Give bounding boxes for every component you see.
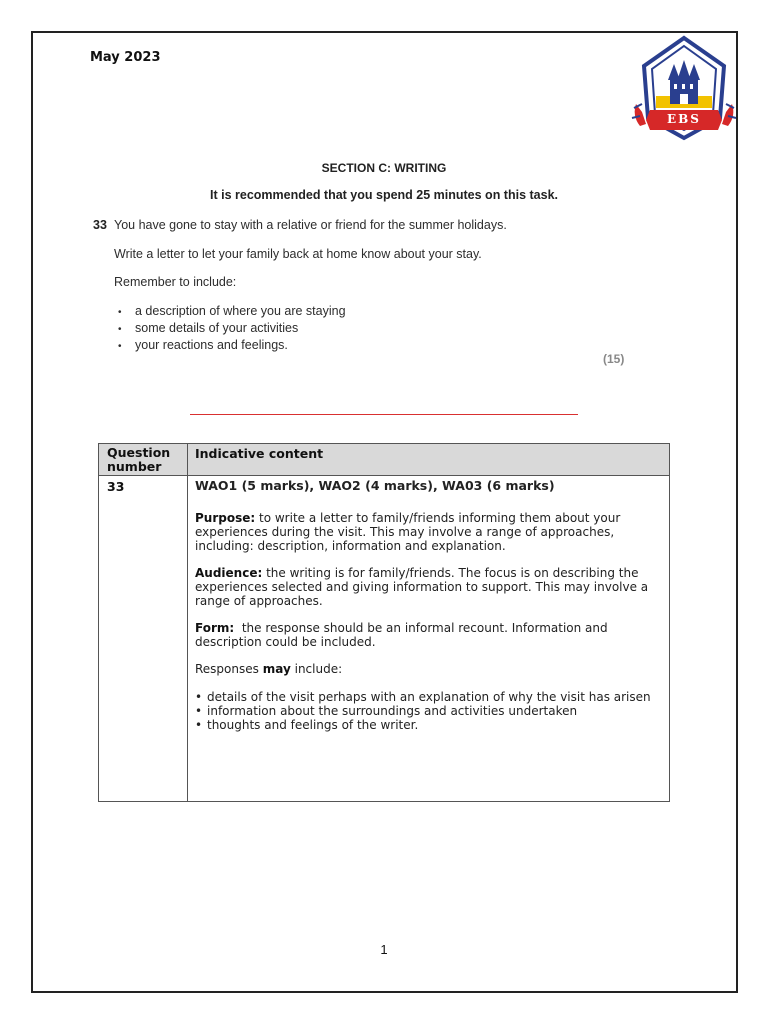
list-item: • details of the visit perhaps with an explanation of why the visit has arisen <box>195 690 665 704</box>
ebs-logo <box>628 34 740 146</box>
responses-intro: Responses may include: <box>195 662 343 676</box>
indicative-content-cell <box>195 479 665 732</box>
list-item: • a description of where you are staying <box>118 303 346 320</box>
list-item: • some details of your activities <box>118 320 346 337</box>
bullet-icon: • <box>118 324 122 335</box>
mark-scheme-table <box>98 443 670 802</box>
responses-bullet-list <box>195 690 665 732</box>
question-bullet-list <box>118 303 346 354</box>
header-question-number: Question number <box>107 445 171 474</box>
divider-line <box>190 414 578 415</box>
list-item: • information about the surroundings and activities undertaken <box>195 704 665 718</box>
form-paragraph: Form: the response should be an informal recount. Information and description could be included. <box>195 621 608 649</box>
row-question-number: 33 <box>107 479 125 494</box>
question-number: 33 <box>93 218 107 232</box>
question-instruction: Write a letter to let your family back at home know about your stay. <box>114 247 482 261</box>
marks-available: (15) <box>603 352 625 366</box>
question-prompt: You have gone to stay with a relative or friend for the summer holidays. <box>114 218 507 232</box>
marks-breakdown: WAO1 (5 marks), WAO2 (4 marks), WA03 (6 marks) <box>195 478 555 493</box>
section-heading: SECTION C: WRITING <box>321 161 447 175</box>
column-divider <box>187 444 188 801</box>
header-indicative-content: Indicative content <box>195 446 324 461</box>
logo-text: EBS <box>667 112 701 126</box>
purpose-paragraph: Purpose: to write a letter to family/friends informing them about your experiences during the visit. This may involve a range of approaches, including: description, information and explanation. <box>195 511 621 553</box>
audience-paragraph: Audience: the writing is for family/friends. The focus is on describing the experiences selected and giving information to support. This may involve a range of approaches. <box>195 566 649 608</box>
bullet-icon: • <box>118 307 122 318</box>
list-item: • your reactions and feelings. <box>118 337 346 354</box>
exam-date: May 2023 <box>90 50 161 65</box>
page-number: 1 <box>380 942 388 957</box>
bullet-icon: • <box>118 341 122 352</box>
time-recommendation: It is recommended that you spend 25 minutes on this task. <box>210 188 558 202</box>
list-item: • thoughts and feelings of the writer. <box>195 718 665 732</box>
question-reminder: Remember to include: <box>114 275 237 289</box>
